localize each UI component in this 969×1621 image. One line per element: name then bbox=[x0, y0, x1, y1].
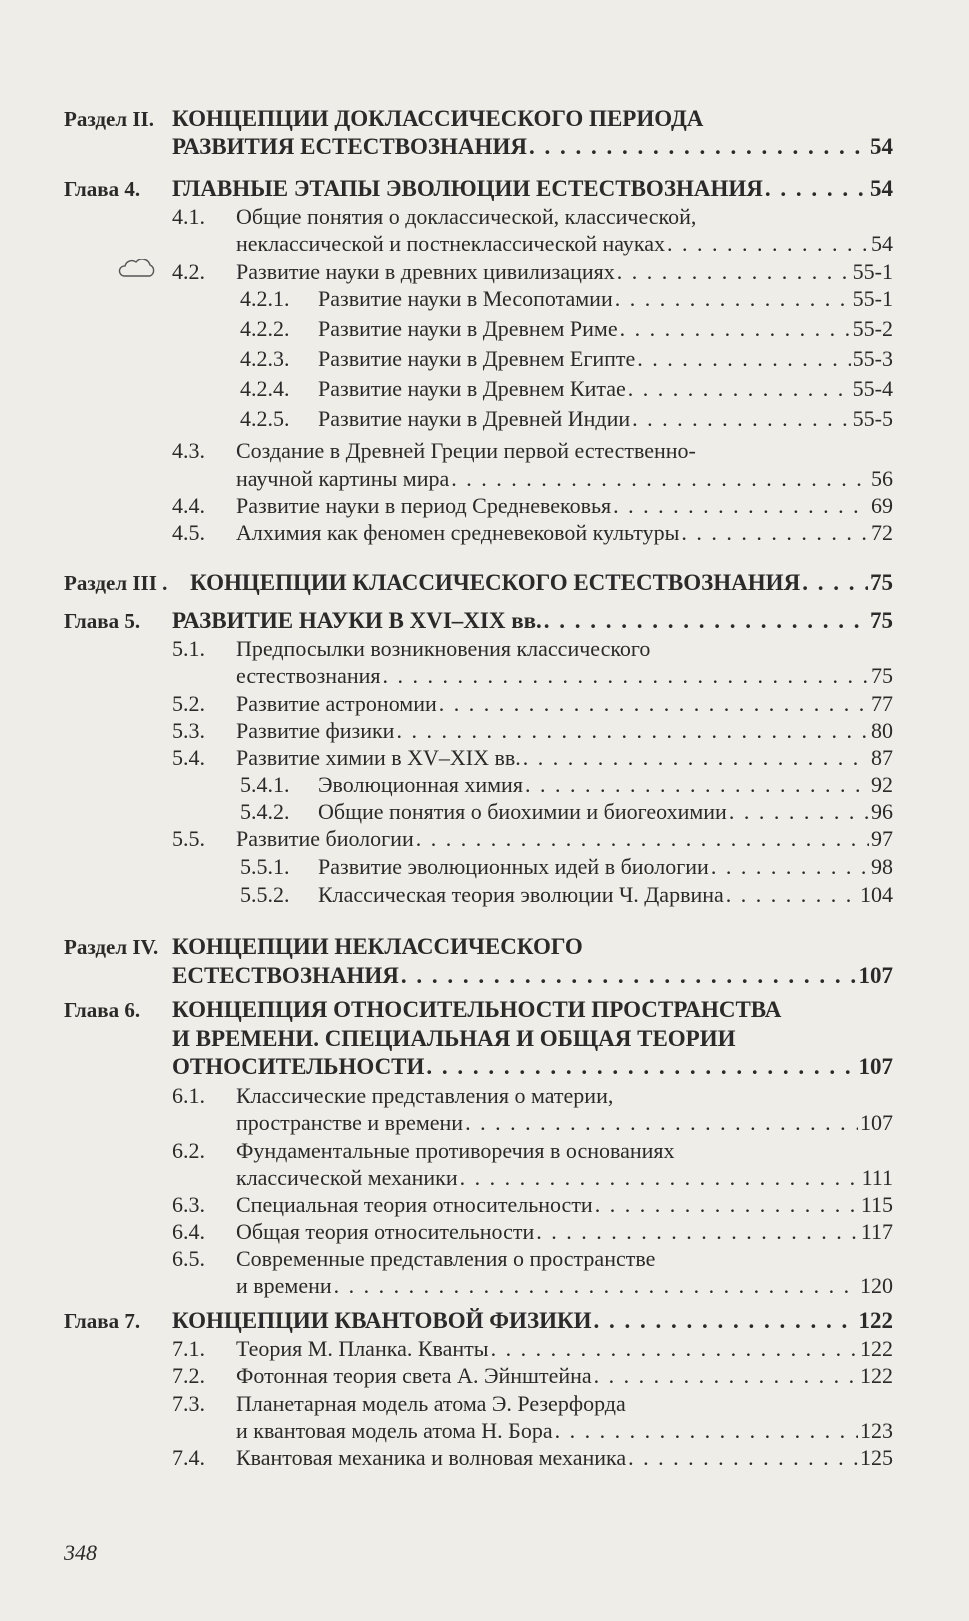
dot-leader bbox=[726, 880, 858, 910]
chapter-title: КОНЦЕПЦИИ КВАНТОВОЙ ФИЗИКИ bbox=[172, 1308, 592, 1333]
page-ref: 98 bbox=[871, 854, 893, 879]
section-title: РАЗВИТИЯ ЕСТЕСТВОЗНАНИЯ bbox=[172, 134, 527, 159]
entry-title: Развитие биологии bbox=[236, 826, 414, 851]
entry-title: Фотонная теория света А. Эйнштейна bbox=[236, 1363, 592, 1388]
entry-number: 4.2.2. bbox=[240, 316, 290, 341]
entry-number: 4.3. bbox=[172, 438, 205, 463]
dot-leader bbox=[401, 961, 857, 991]
entry-title: Специальная теория относительности bbox=[236, 1192, 593, 1217]
page-ref: 75 bbox=[870, 570, 893, 595]
entry-title: Развитие физики bbox=[236, 718, 395, 743]
entry-title: Развитие науки в Древнем Китае bbox=[318, 376, 626, 401]
page-ref: 69 bbox=[871, 493, 893, 518]
dot-leader bbox=[416, 824, 869, 854]
entry-title: Развитие науки в Месопотамии bbox=[318, 286, 613, 311]
entry-title: Алхимия как феномен средневековой культуры bbox=[236, 520, 680, 545]
entry-title: естествознания bbox=[236, 663, 381, 688]
toc-subentry bbox=[0, 374, 969, 404]
chapter-title: И ВРЕМЕНИ. СПЕЦИАЛЬНАЯ И ОБЩАЯ ТЕОРИИ bbox=[172, 1026, 736, 1051]
page-ref: 77 bbox=[871, 691, 893, 716]
toc-entry bbox=[0, 716, 969, 746]
entry-title: Классические представления о материи, bbox=[236, 1083, 614, 1108]
entry-number: 6.2. bbox=[172, 1138, 205, 1163]
dot-leader bbox=[613, 491, 869, 521]
page-ref: 122 bbox=[860, 1336, 893, 1361]
chapter-title: ОТНОСИТЕЛЬНОСТИ bbox=[172, 1054, 425, 1079]
section-label: Раздел IV. bbox=[64, 935, 159, 959]
toc-chapter-heading bbox=[0, 174, 969, 204]
entry-title: Развитие астрономии bbox=[236, 691, 437, 716]
entry-number: 5.3. bbox=[172, 718, 205, 743]
entry-number: 6.4. bbox=[172, 1219, 205, 1244]
dot-leader bbox=[620, 314, 851, 344]
page-ref: 122 bbox=[860, 1363, 893, 1388]
entry-number: 6.3. bbox=[172, 1192, 205, 1217]
page-ref: 55-3 bbox=[852, 346, 893, 371]
toc-entry-cont bbox=[0, 229, 969, 259]
dot-leader bbox=[525, 770, 869, 800]
entry-number: 4.2.3. bbox=[240, 346, 290, 371]
page-number: 348 bbox=[64, 1540, 97, 1565]
entry-number: 4.2.1. bbox=[240, 286, 290, 311]
toc-subentry bbox=[0, 770, 969, 800]
page-ref: 55-5 bbox=[852, 406, 893, 431]
page-ref: 107 bbox=[860, 1110, 893, 1135]
toc-entry-cont bbox=[0, 661, 969, 691]
entry-number: 5.5.1. bbox=[240, 854, 290, 879]
page-ref: 56 bbox=[871, 466, 893, 491]
page-ref: 123 bbox=[860, 1418, 893, 1443]
chapter-title: КОНЦЕПЦИЯ ОТНОСИТЕЛЬНОСТИ ПРОСТРАНСТВА bbox=[172, 997, 782, 1022]
toc-subentry bbox=[0, 797, 969, 827]
chapter-label: Глава 5. bbox=[64, 609, 141, 633]
page-ref: 120 bbox=[860, 1273, 893, 1298]
entry-title: неклассической и постнеклассической науках bbox=[236, 231, 666, 256]
entry-number: 5.1. bbox=[172, 636, 205, 661]
entry-number: 4.4. bbox=[172, 493, 205, 518]
entry-title: Фундаментальные противоречия в основаниях bbox=[236, 1138, 675, 1163]
dot-leader bbox=[491, 1334, 858, 1364]
toc-entry bbox=[0, 1334, 969, 1364]
dot-leader bbox=[681, 518, 869, 548]
dot-leader bbox=[632, 404, 851, 434]
page-ref: 55-1 bbox=[852, 286, 893, 311]
dot-leader bbox=[451, 464, 869, 494]
dot-leader bbox=[465, 1108, 858, 1138]
entry-title: классической механики bbox=[236, 1165, 458, 1190]
section-title: ЕСТЕСТВОЗНАНИЯ bbox=[172, 963, 399, 988]
page-ref: 122 bbox=[858, 1308, 893, 1333]
entry-number: 5.2. bbox=[172, 691, 205, 716]
entry-title: Современные представления о пространстве bbox=[236, 1246, 656, 1271]
page-ref: 54 bbox=[871, 231, 893, 256]
toc-entry bbox=[0, 1136, 969, 1166]
entry-title: Планетарная модель атома Э. Резерфорда bbox=[236, 1391, 626, 1416]
page-ref: 107 bbox=[858, 1054, 893, 1079]
entry-number: 5.4.2. bbox=[240, 799, 290, 824]
chapter-label: Глава 4. bbox=[64, 177, 141, 201]
dot-leader bbox=[595, 1190, 859, 1220]
entry-title: Развитие эволюционных идей в биологии bbox=[318, 854, 709, 879]
toc-subentry bbox=[0, 344, 969, 374]
entry-number: 4.2.4. bbox=[240, 376, 290, 401]
entry-title: Эволюционная химия bbox=[318, 772, 523, 797]
toc-entry bbox=[0, 257, 969, 287]
page-ref: 87 bbox=[871, 745, 893, 770]
toc-entry bbox=[0, 1389, 969, 1419]
dot-leader bbox=[396, 716, 869, 746]
section-title: КОНЦЕПЦИИ НЕКЛАССИЧЕСКОГО bbox=[172, 934, 583, 959]
dot-leader bbox=[617, 257, 851, 287]
dot-leader bbox=[628, 1443, 858, 1473]
section-title: КОНЦЕПЦИИ КЛАССИЧЕСКОГО ЕСТЕСТВОЗНАНИЯ bbox=[190, 570, 801, 595]
toc-entry bbox=[0, 1361, 969, 1391]
entry-title: и квантовая модель атома Н. Бора bbox=[236, 1418, 553, 1443]
entry-number: 6.1. bbox=[172, 1083, 205, 1108]
toc-entry-cont bbox=[0, 1271, 969, 1301]
toc-entry bbox=[0, 202, 969, 232]
entry-number: 4.5. bbox=[172, 520, 205, 545]
entry-number: 5.5. bbox=[172, 826, 205, 851]
toc-entry-cont bbox=[0, 1416, 969, 1446]
toc-chapter-heading bbox=[0, 606, 969, 636]
toc-section-heading-cont bbox=[0, 132, 969, 162]
section-label: Раздел III . bbox=[64, 571, 168, 595]
dot-leader bbox=[615, 284, 851, 314]
page-ref: 55-2 bbox=[852, 316, 893, 341]
entry-title: Развитие науки в Древнем Египте bbox=[318, 346, 636, 371]
page-ref: 75 bbox=[871, 663, 893, 688]
page-ref: 54 bbox=[870, 134, 893, 159]
page-ref: 117 bbox=[860, 1219, 893, 1244]
toc-chapter-heading-cont bbox=[0, 1024, 969, 1054]
toc-chapter-heading bbox=[0, 1306, 969, 1336]
page-ref: 75 bbox=[870, 608, 893, 633]
entry-number: 5.5.2. bbox=[240, 882, 290, 907]
entry-title: Классическая теория эволюции Ч. Дарвина bbox=[318, 882, 724, 907]
dot-leader bbox=[536, 1217, 859, 1247]
entry-number: 7.1. bbox=[172, 1336, 205, 1361]
chapter-title: РАЗВИТИЕ НАУКИ В XVI–XIX вв. bbox=[172, 608, 542, 633]
page-ref: 111 bbox=[861, 1165, 893, 1190]
toc-section-heading bbox=[0, 104, 969, 134]
toc-subentry bbox=[0, 314, 969, 344]
toc-section-heading bbox=[0, 568, 969, 598]
dot-leader bbox=[594, 1306, 857, 1336]
toc-entry bbox=[0, 1443, 969, 1473]
toc-entry bbox=[0, 824, 969, 854]
dot-leader bbox=[594, 1361, 858, 1391]
toc-section-heading bbox=[0, 932, 969, 962]
entry-title: Общие понятия о доклассической, классической, bbox=[236, 204, 697, 229]
dot-leader bbox=[529, 132, 868, 162]
entry-title: Развитие науки в Древнем Риме bbox=[318, 316, 618, 341]
dot-leader bbox=[628, 374, 851, 404]
entry-title: Развитие науки в древних цивилизациях bbox=[236, 259, 615, 284]
entry-title: Теория М. Планка. Кванты bbox=[236, 1336, 489, 1361]
page-ref: 72 bbox=[871, 520, 893, 545]
toc-entry bbox=[0, 436, 969, 466]
toc-section-heading-cont bbox=[0, 961, 969, 991]
toc-subentry bbox=[0, 880, 969, 910]
entry-number: 5.4.1. bbox=[240, 772, 290, 797]
toc-entry bbox=[0, 1081, 969, 1111]
section-title: КОНЦЕПЦИИ ДОКЛАССИЧЕСКОГО ПЕРИОДА bbox=[172, 106, 704, 131]
toc-subentry bbox=[0, 404, 969, 434]
toc-entry bbox=[0, 1244, 969, 1274]
dot-leader bbox=[637, 344, 850, 374]
toc-chapter-heading-cont bbox=[0, 1052, 969, 1082]
page-ref: 96 bbox=[871, 799, 893, 824]
toc-entry bbox=[0, 1217, 969, 1247]
chapter-label: Глава 7. bbox=[64, 1309, 141, 1333]
page-ref: 107 bbox=[858, 963, 893, 988]
dot-leader bbox=[426, 1052, 856, 1082]
entry-number: 5.4. bbox=[172, 745, 205, 770]
entry-title: Развитие науки в Древней Индии bbox=[318, 406, 631, 431]
entry-number: 4.1. bbox=[172, 204, 205, 229]
dot-leader bbox=[439, 689, 869, 719]
entry-number: 6.5. bbox=[172, 1246, 205, 1271]
entry-title: Общая теория относительности bbox=[236, 1219, 535, 1244]
entry-number: 4.2. bbox=[172, 259, 205, 284]
toc-chapter-heading bbox=[0, 995, 969, 1025]
toc-entry-cont bbox=[0, 1163, 969, 1193]
dot-leader bbox=[544, 606, 868, 636]
dot-leader bbox=[667, 229, 869, 259]
chapter-label: Глава 6. bbox=[64, 998, 141, 1022]
toc-entry bbox=[0, 518, 969, 548]
toc-entry bbox=[0, 491, 969, 521]
dot-leader bbox=[523, 743, 869, 773]
dot-leader bbox=[334, 1271, 858, 1301]
toc-entry-cont bbox=[0, 464, 969, 494]
entry-title: Квантовая механика и волновая механика bbox=[236, 1445, 627, 1470]
dot-leader bbox=[383, 661, 869, 691]
entry-number: 7.3. bbox=[172, 1391, 205, 1416]
toc-subentry bbox=[0, 284, 969, 314]
entry-number: 7.2. bbox=[172, 1363, 205, 1388]
toc-entry bbox=[0, 689, 969, 719]
entry-title: пространстве и времени bbox=[236, 1110, 464, 1135]
toc-subentry bbox=[0, 852, 969, 882]
page-ref: 97 bbox=[871, 826, 893, 851]
dot-leader bbox=[711, 852, 869, 882]
entry-title: Развитие химии в XV–XIX вв. bbox=[236, 745, 521, 770]
toc-entry bbox=[0, 1190, 969, 1220]
dot-leader bbox=[802, 568, 868, 598]
page-ref: 92 bbox=[871, 772, 893, 797]
chapter-title: ГЛАВНЫЕ ЭТАПЫ ЭВОЛЮЦИИ ЕСТЕСТВОЗНАНИЯ bbox=[172, 176, 763, 201]
entry-title: Развитие науки в период Средневековья bbox=[236, 493, 612, 518]
page-ref: 55-1 bbox=[852, 259, 893, 284]
page-ref: 125 bbox=[860, 1445, 893, 1470]
dot-leader bbox=[555, 1416, 858, 1446]
entry-title: Предпосылки возникновения классического bbox=[236, 636, 651, 661]
page-ref: 54 bbox=[870, 176, 893, 201]
entry-title: и времени bbox=[236, 1273, 332, 1298]
entry-number: 7.4. bbox=[172, 1445, 205, 1470]
toc-entry bbox=[0, 634, 969, 664]
entry-title: научной картины мира bbox=[236, 466, 450, 491]
toc-entry bbox=[0, 743, 969, 773]
dot-leader bbox=[729, 797, 869, 827]
entry-number: 4.2.5. bbox=[240, 406, 290, 431]
page-ref: 115 bbox=[860, 1192, 893, 1217]
page-ref: 55-4 bbox=[852, 376, 893, 401]
dot-leader bbox=[460, 1163, 860, 1193]
entry-title: Общие понятия о биохимии и биогеохимии bbox=[318, 799, 727, 824]
entry-title: Создание в Древней Греции первой естественно- bbox=[236, 438, 696, 463]
dot-leader bbox=[765, 174, 868, 204]
toc-entry-cont bbox=[0, 1108, 969, 1138]
section-label: Раздел II. bbox=[64, 107, 154, 131]
page-ref: 80 bbox=[871, 718, 893, 743]
page-ref: 104 bbox=[860, 882, 893, 907]
